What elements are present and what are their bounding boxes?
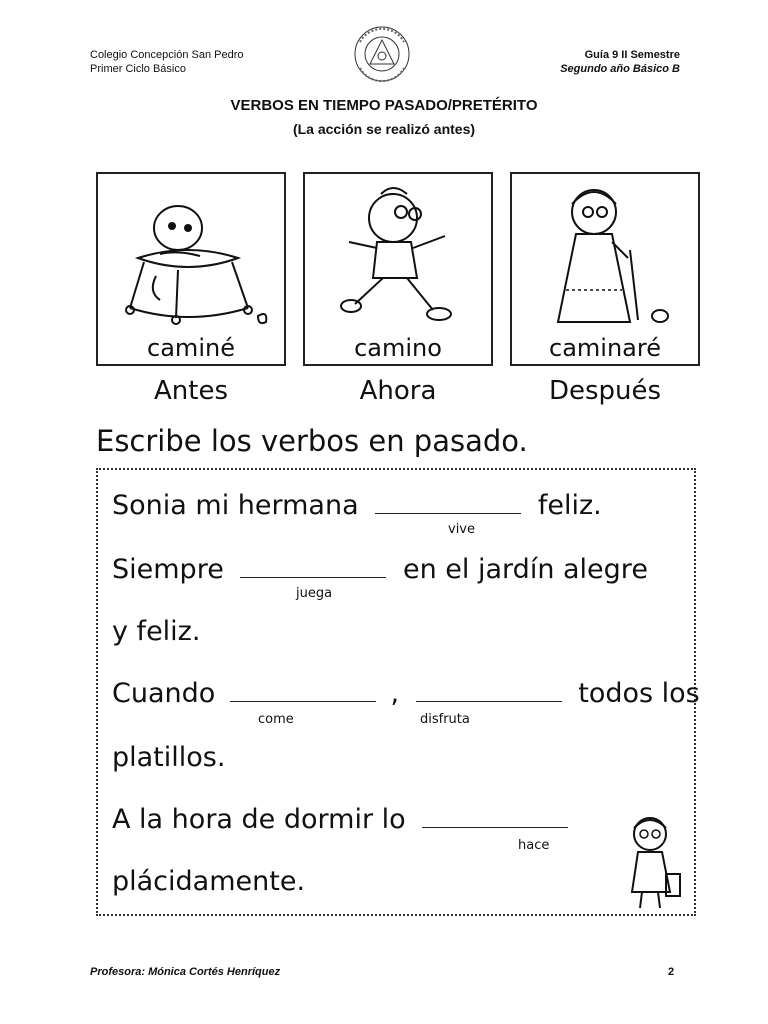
sentence-5: platillos.: [112, 742, 226, 773]
sentence-4-comma: ,: [390, 678, 400, 709]
page-number: 2: [668, 966, 675, 978]
sentence-7: plácidamente.: [112, 866, 306, 897]
page-subtitle: (La acción se realizó antes): [292, 121, 476, 137]
grade-label: Segundo año Básico B: [560, 63, 680, 75]
sentence-3: y feliz.: [112, 616, 201, 647]
baby-walker-illustration: [108, 180, 278, 330]
answer-blank-5[interactable]: [422, 805, 568, 828]
time-word-present: Ahora: [359, 376, 437, 406]
teacher-name: Profesora: Mónica Cortés Henríquez: [90, 966, 281, 978]
answer-blank-1[interactable]: [375, 491, 521, 514]
sentence-4-start: Cuando: [112, 678, 216, 709]
sentence-4: [112, 678, 700, 709]
sentence-1-start: Sonia mi hermana: [112, 490, 359, 521]
instruction-text: Escribe los verbos en pasado.: [96, 424, 528, 458]
school-name: Colegio Concepción San Pedro: [90, 49, 244, 61]
time-word-past: Antes: [153, 376, 228, 406]
panel-future-label: caminaré: [549, 334, 661, 362]
sentence-6-start: A la hora de dormir lo: [112, 804, 406, 835]
sentence-2-end: en el jardín alegre: [403, 554, 648, 585]
sentence-1-end: feliz.: [537, 490, 602, 521]
header-right: [560, 48, 680, 76]
hint-1: vive: [448, 522, 475, 537]
hint-3: come: [258, 712, 294, 727]
sentence-1: [112, 490, 602, 521]
panel-past: [96, 172, 286, 366]
panel-future: [510, 172, 700, 366]
hint-4: disfruta: [420, 712, 470, 727]
hint-2: juega: [296, 586, 333, 601]
cycle-name: Primer Ciclo Básico: [90, 63, 186, 75]
sentence-2: [112, 554, 648, 585]
page-title: VERBOS EN TIEMPO PASADO/PRETÉRITO: [230, 97, 538, 114]
panel-present: [303, 172, 493, 366]
answer-blank-3[interactable]: [230, 679, 376, 702]
girl-with-bag-illustration: [616, 812, 690, 912]
grandmother-illustration: [522, 180, 692, 330]
time-word-future: Después: [548, 376, 662, 406]
header-left: [90, 48, 244, 76]
sentence-4-end: todos los: [578, 678, 700, 709]
panel-present-label: camino: [354, 334, 442, 362]
sentence-2-start: Siempre: [112, 554, 224, 585]
sentence-6: [112, 804, 576, 835]
answer-blank-2[interactable]: [240, 555, 386, 578]
hint-5: hace: [518, 838, 550, 853]
school-seal-icon: [348, 24, 416, 84]
answer-blank-4[interactable]: [416, 679, 562, 702]
girl-walking-illustration: [315, 180, 485, 330]
panel-past-label: caminé: [147, 334, 235, 362]
guide-label: Guía 9 II Semestre: [584, 49, 680, 61]
